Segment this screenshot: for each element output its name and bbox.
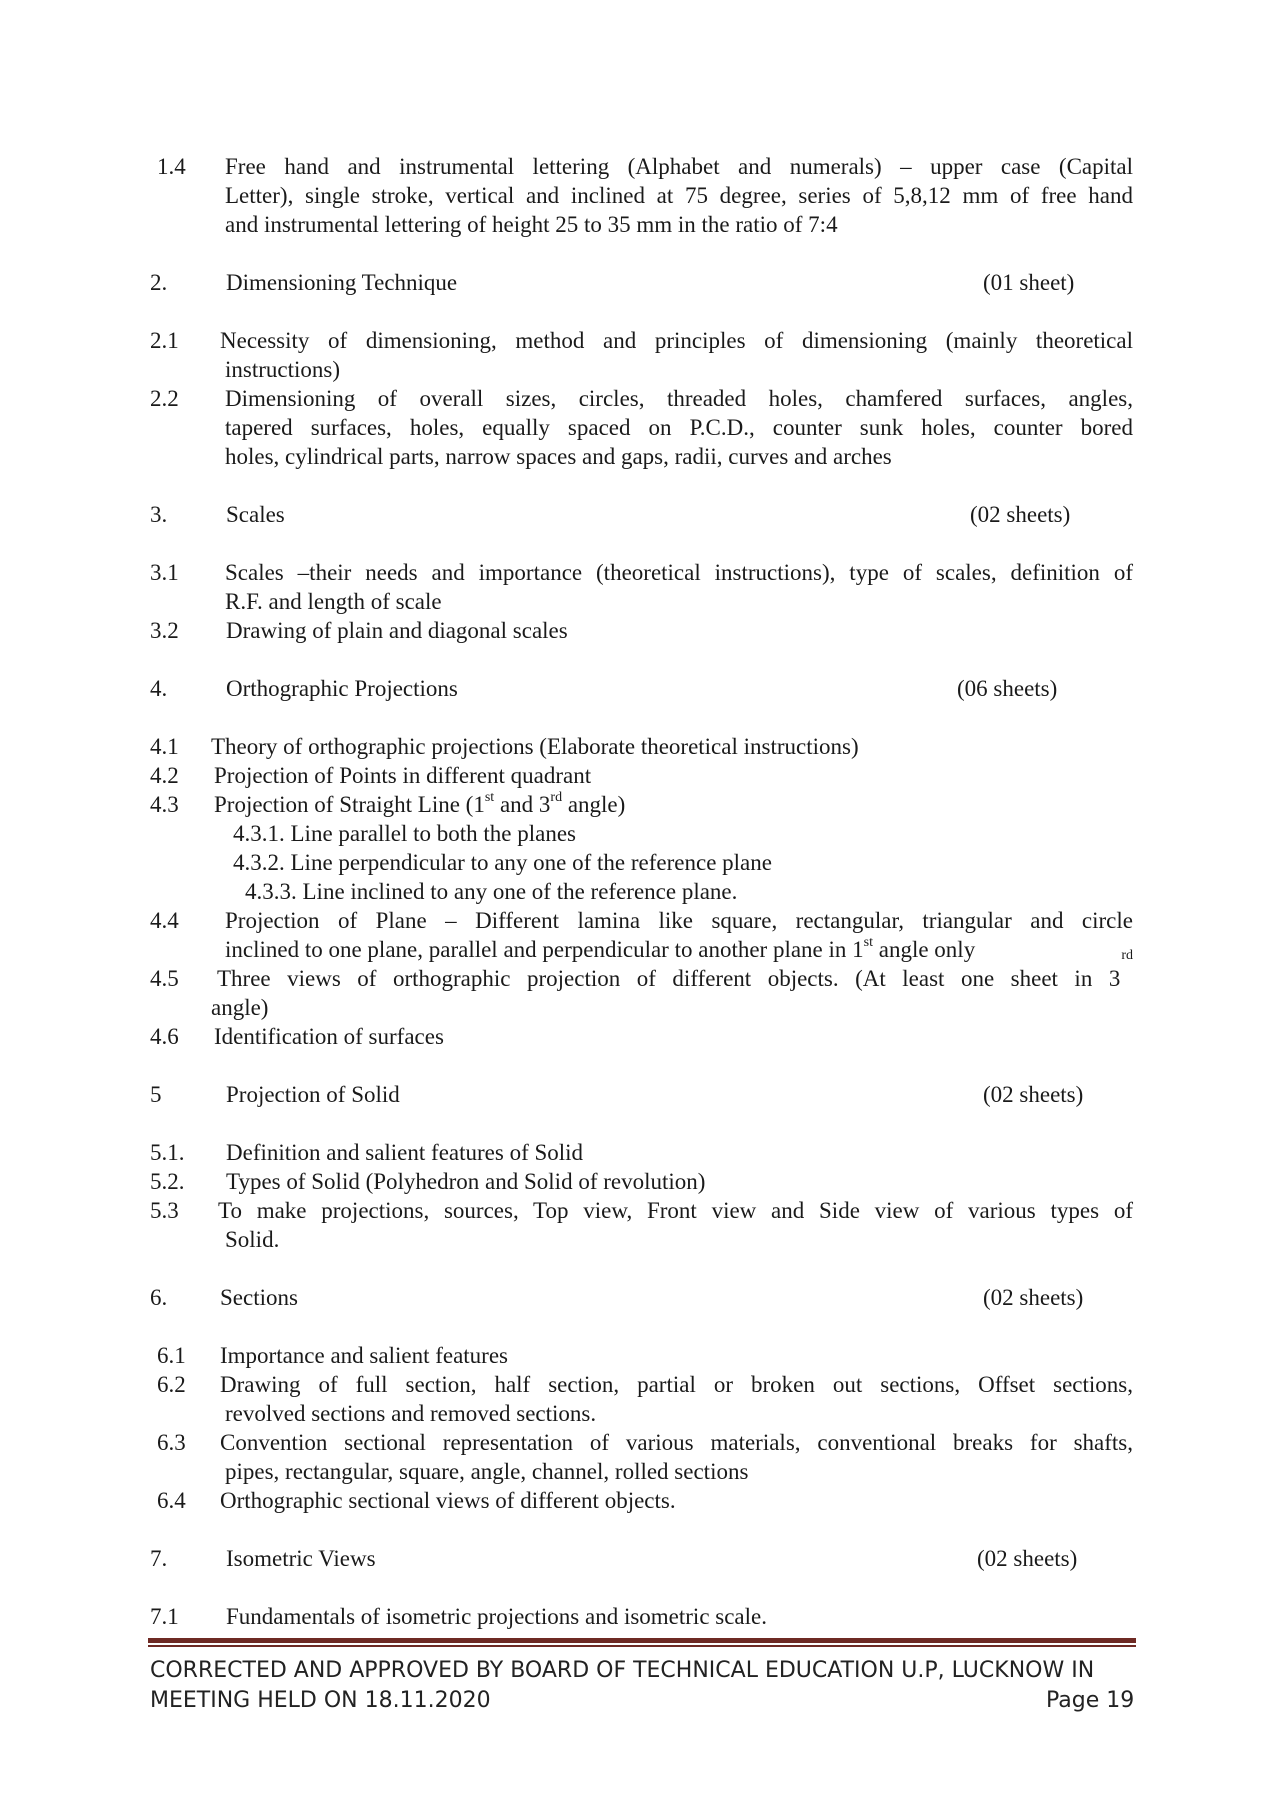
- item-text: Orthographic sectional views of different objects.: [220, 1488, 676, 1513]
- item-text: Identification of surfaces: [214, 1024, 444, 1049]
- text-run: angle): [562, 792, 626, 817]
- text-run: and 3: [494, 792, 551, 817]
- item-text: Importance and salient features: [220, 1343, 509, 1368]
- item-number: 6.4: [157, 1488, 186, 1513]
- item-number: 5.3: [150, 1198, 179, 1223]
- item-number: 2.2: [150, 386, 179, 411]
- item-number: 2.1: [150, 328, 179, 353]
- item-text: Types of Solid (Polyhedron and Solid of revolution): [226, 1169, 706, 1194]
- page-number: Page 19: [1046, 1688, 1135, 1713]
- item-text: Projection of Plane – Different lamina like square, rectangular, triangular and circle: [225, 908, 1133, 933]
- section-title: Scales: [226, 502, 285, 527]
- item-text: Drawing of plain and diagonal scales: [226, 618, 568, 643]
- footer-rule-thin: [148, 1645, 1136, 1647]
- section-sheets: (02 sheets): [983, 1082, 1084, 1107]
- item-text: Scales –their needs and importance (theoretical instructions), type of scales, definition of: [225, 560, 1133, 585]
- section-number: 2.: [150, 270, 168, 295]
- item-number: 6.1: [157, 1343, 186, 1368]
- item-number: 3.1: [150, 560, 179, 585]
- section-title: Dimensioning Technique: [226, 270, 458, 295]
- item-text: To make projections, sources, Top view, Front view and Side view of various types of: [218, 1198, 1133, 1223]
- item-text: holes, cylindrical parts, narrow spaces and gaps, radii, curves and arches: [225, 444, 892, 469]
- footer-line-2: MEETING HELD ON 18.11.2020: [150, 1688, 491, 1713]
- superscript: st: [863, 935, 873, 951]
- item-text: Free hand and instrumental lettering (Alphabet and numerals) – upper case (Capital: [225, 154, 1133, 179]
- item-text: [225, 935, 975, 964]
- footer-line-1: CORRECTED AND APPROVED BY BOARD OF TECHNICAL EDUCATION U.P, LUCKNOW IN: [150, 1658, 1095, 1683]
- item-number: 4.5: [150, 966, 179, 991]
- sub-item-text: 4.3.2. Line perpendicular to any one of the reference plane: [233, 850, 772, 875]
- item-number: 1.4: [157, 154, 186, 179]
- section-title: Projection of Solid: [226, 1082, 400, 1107]
- item-text: Necessity of dimensioning, method and principles of dimensioning (mainly theoretical: [220, 328, 1133, 353]
- section-title: Isometric Views: [226, 1546, 376, 1571]
- section-number: 7.: [150, 1546, 168, 1571]
- footer-rule-thick: [148, 1638, 1136, 1643]
- item-number: 4.3: [150, 792, 179, 817]
- section-sheets: (01 sheet): [983, 270, 1075, 295]
- superscript: st: [484, 790, 495, 806]
- section-number: 4.: [150, 676, 168, 701]
- text-run: Three views of orthographic projection of different objects. (At least one sheet in 3: [217, 966, 1121, 991]
- item-text: Dimensioning of overall sizes, circles, threaded holes, chamfered surfaces, angles,: [225, 386, 1133, 411]
- item-number: 5.2.: [150, 1169, 185, 1194]
- item-text: Drawing of full section, half section, partial or broken out sections, Offset sections,: [220, 1372, 1133, 1397]
- section-number: 6.: [150, 1285, 168, 1310]
- item-text: Solid.: [225, 1227, 280, 1252]
- text-run: Projection of Straight Line (1: [214, 792, 485, 817]
- item-number: 4.1: [150, 734, 179, 759]
- item-text: revolved sections and removed sections.: [225, 1401, 597, 1426]
- superscript: rd: [550, 790, 563, 806]
- item-text: angle): [211, 995, 269, 1020]
- sub-item-text: 4.3.1. Line parallel to both the planes: [233, 821, 576, 846]
- item-text: pipes, rectangular, square, angle, channel, rolled sections: [225, 1459, 749, 1484]
- item-text: R.F. and length of scale: [225, 589, 442, 614]
- item-number: 4.4: [150, 908, 179, 933]
- section-number: 5: [150, 1082, 162, 1107]
- sub-item-text: 4.3.3. Line inclined to any one of the reference plane.: [245, 879, 738, 904]
- section-number: 3.: [150, 502, 168, 527]
- item-number: 6.2: [157, 1372, 186, 1397]
- section-title: Sections: [220, 1285, 298, 1310]
- section-sheets: (02 sheets): [983, 1285, 1084, 1310]
- item-text: and instrumental lettering of height 25 to 35 mm in the ratio of 7:4: [225, 212, 838, 237]
- item-text: Convention sectional representation of various materials, conventional breaks for shafts,: [220, 1430, 1133, 1455]
- item-number: 6.3: [157, 1430, 186, 1455]
- item-text: Definition and salient features of Solid: [226, 1140, 584, 1165]
- item-text: tapered surfaces, holes, equally spaced on P.C.D., counter sunk holes, counter bored: [225, 415, 1133, 440]
- section-sheets: (02 sheets): [977, 1546, 1078, 1571]
- section-sheets: (02 sheets): [970, 502, 1071, 527]
- item-text: Projection of Points in different quadrant: [214, 763, 592, 788]
- item-number: 5.1.: [150, 1140, 185, 1165]
- section-sheets: (06 sheets): [957, 676, 1058, 701]
- text-run: inclined to one plane, parallel and perpendicular to another plane in 1: [225, 937, 864, 962]
- text-run: angle only: [873, 937, 976, 962]
- item-number: 4.2: [150, 763, 179, 788]
- item-number: 7.1: [150, 1604, 179, 1629]
- item-number: 4.6: [150, 1024, 179, 1049]
- section-title: Orthographic Projections: [226, 676, 458, 701]
- item-text: Fundamentals of isometric projections and isometric scale.: [226, 1604, 767, 1629]
- item-text: Letter), single stroke, vertical and inclined at 75 degree, series of 5,8,12 mm of free hand: [225, 183, 1133, 208]
- superscript: rd: [1121, 948, 1133, 963]
- item-text: instructions): [225, 357, 340, 382]
- item-text: [214, 790, 625, 819]
- item-text: Theory of orthographic projections (Elaborate theoretical instructions): [211, 734, 859, 759]
- item-number: 3.2: [150, 618, 179, 643]
